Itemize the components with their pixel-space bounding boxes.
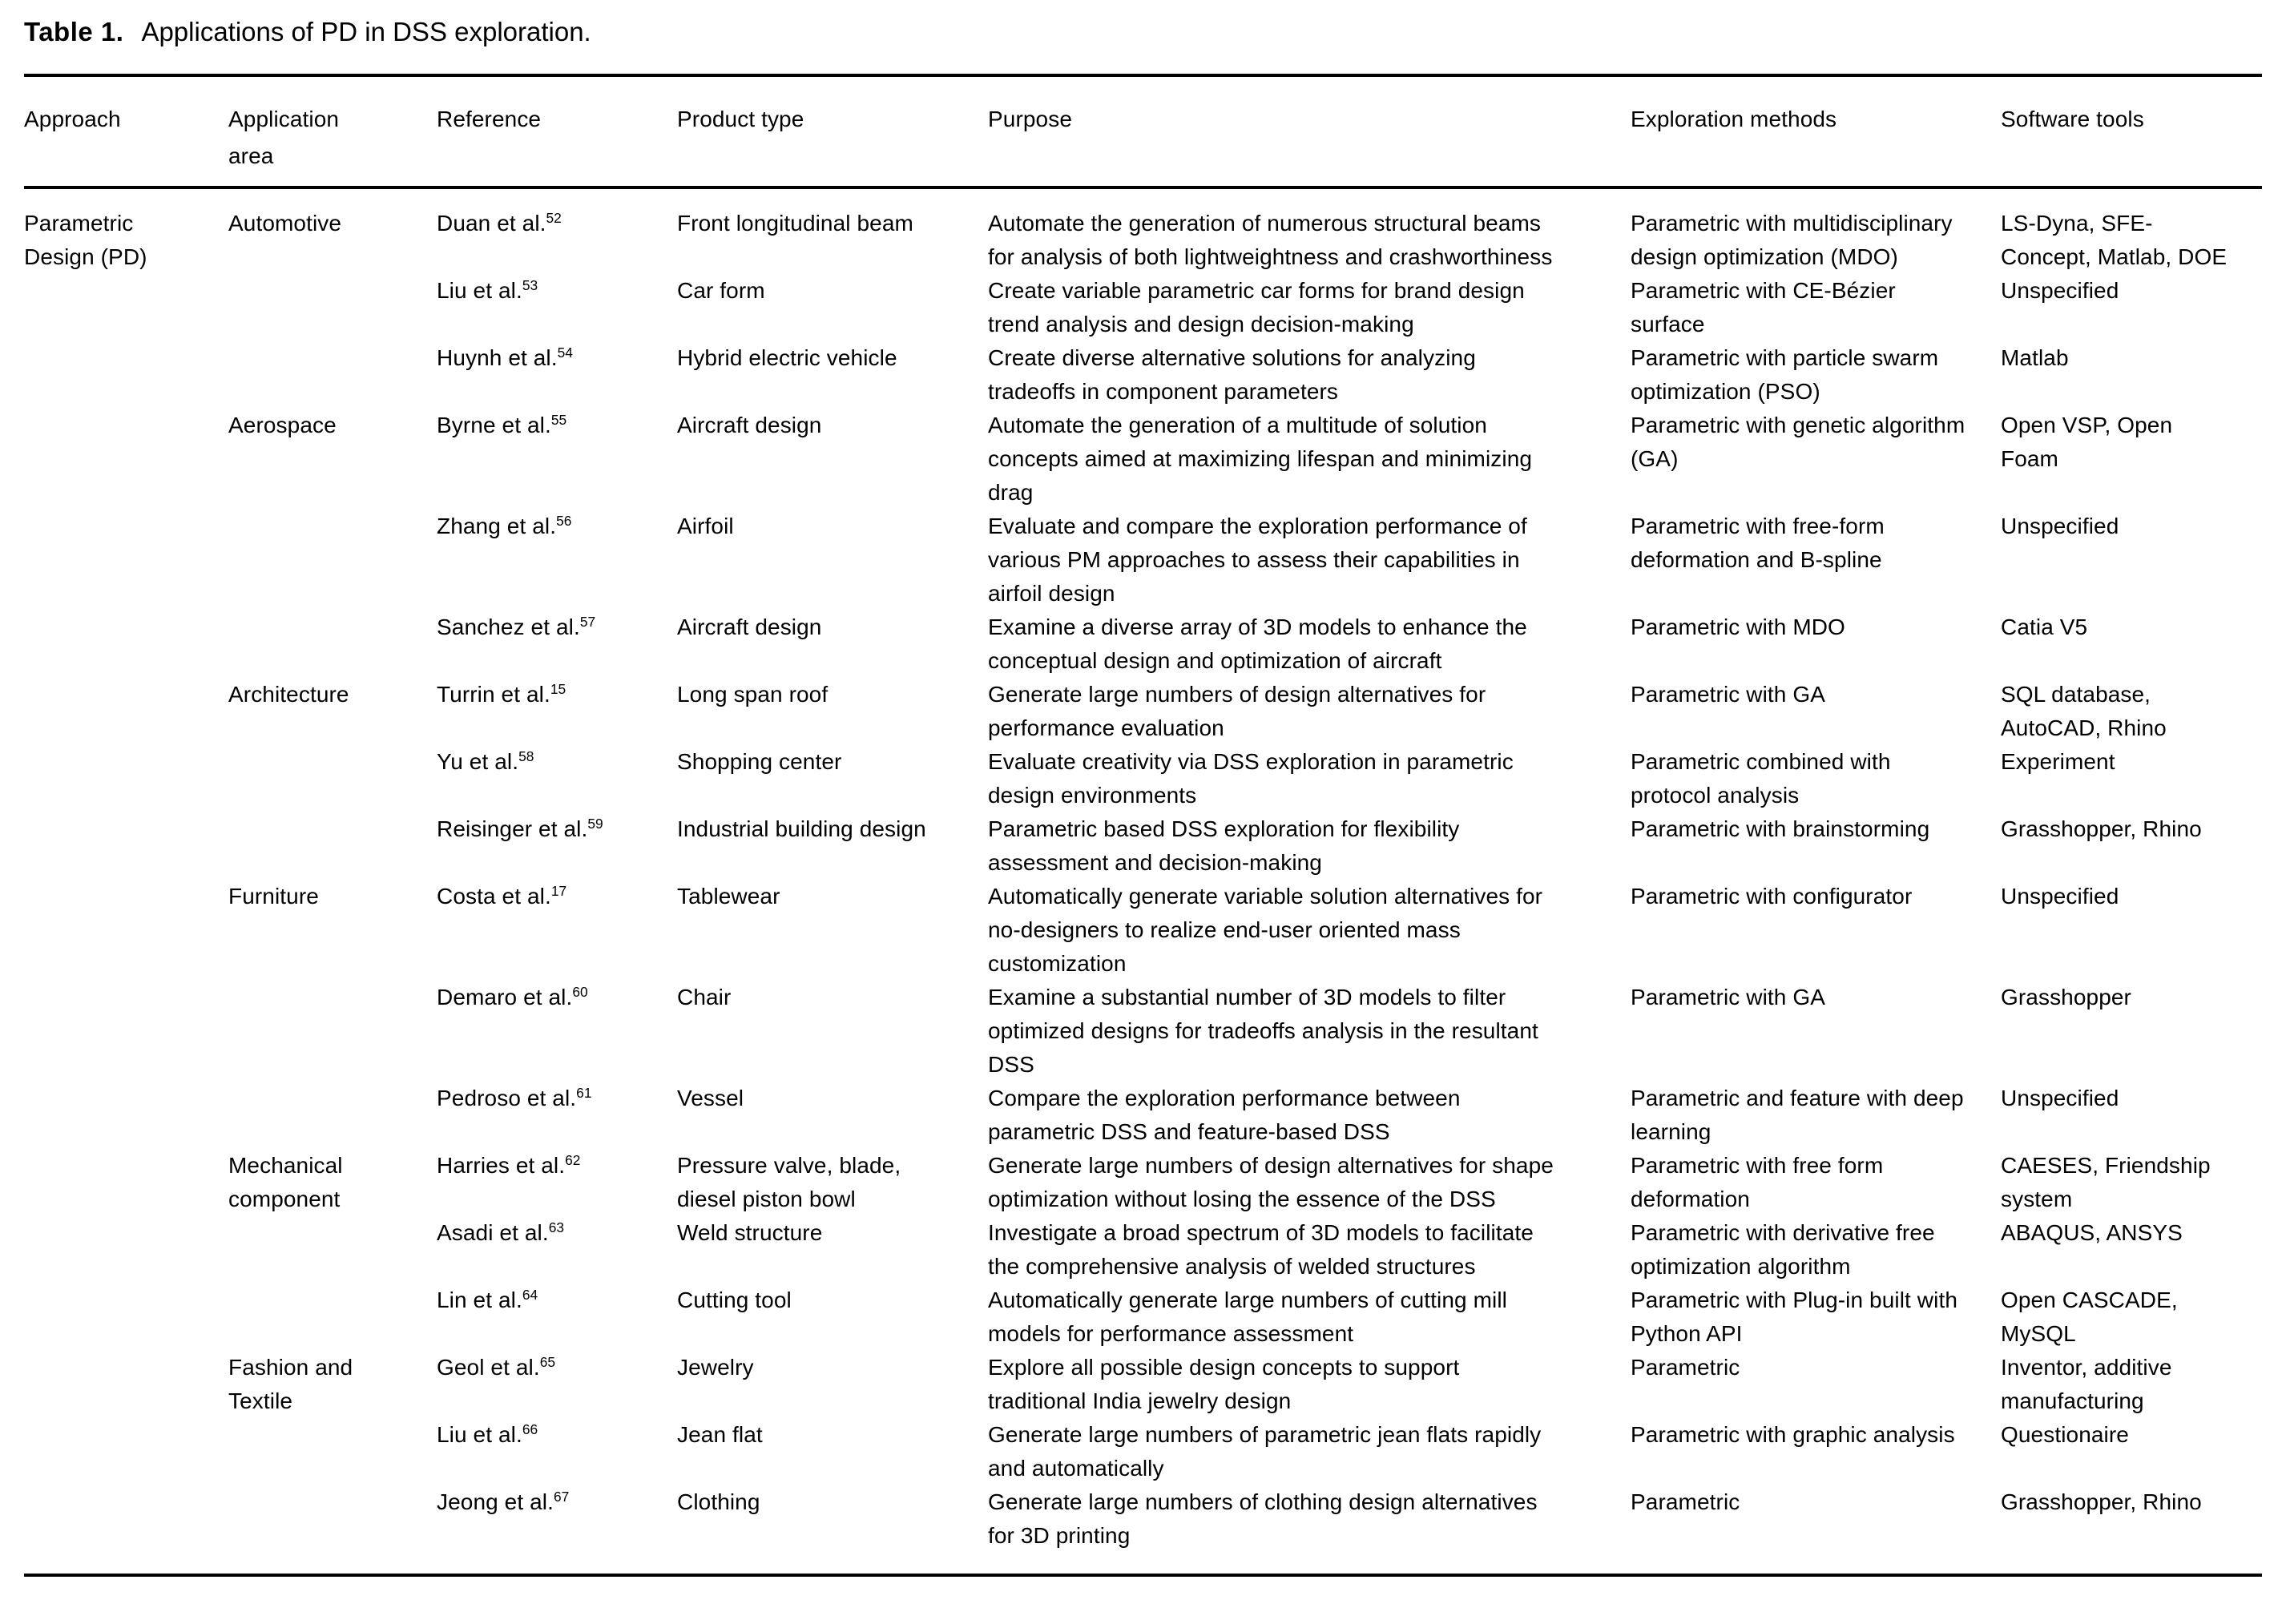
cell-product-type: Aircraft design (677, 413, 822, 437)
cell-product-type: Jewelry (677, 1355, 754, 1380)
table-caption-label: Table 1. (24, 17, 124, 46)
cell-approach (24, 1216, 228, 1283)
reference-citation-superscript: 57 (579, 613, 596, 630)
cell-product-type: Chair (677, 985, 732, 1009)
reference-author-text: Huynh et al. (437, 345, 558, 370)
reference-author-text: Zhang et al. (437, 514, 557, 538)
cell-purpose: Examine a diverse array of 3D models to enhance the conceptual design and optimization of aircraft (988, 615, 1527, 673)
cell-product-type: Shopping center (677, 749, 842, 774)
cell-approach (24, 1485, 228, 1553)
cell-purpose: Generate large numbers of design alternatives for performance evaluation (988, 682, 1486, 740)
reference-citation-superscript: 65 (539, 1353, 556, 1370)
cell-application-area (228, 981, 437, 1082)
cell-product-type: Pressure valve, blade, diesel piston bowl (677, 1153, 901, 1211)
col-header-software-tools: Software tools (2001, 107, 2144, 131)
cell-reference (437, 678, 677, 745)
cell-approach (24, 409, 228, 510)
cell-approach (24, 1351, 228, 1418)
cell-exploration-methods: Parametric with CE-Bézier surface (1631, 278, 1896, 336)
reference-author-text: Harries et al. (437, 1153, 566, 1178)
cell-application-area: Architecture (228, 682, 349, 707)
col-header-exploration-methods: Exploration methods (1631, 107, 1837, 131)
cell-exploration-methods: Parametric with GA (1631, 682, 1825, 707)
reference-citation-superscript: 59 (587, 815, 603, 832)
cell-exploration-methods: Parametric with MDO (1631, 615, 1845, 639)
cell-product-type: Vessel (677, 1086, 744, 1110)
cell-reference (437, 341, 677, 409)
table-body (24, 189, 2262, 1574)
cell-product-type: Hybrid electric vehicle (677, 345, 897, 370)
reference-author-text: Yu et al. (437, 749, 519, 774)
cell-software-tools: Grasshopper, Rhino (2001, 1489, 2202, 1514)
cell-purpose: Evaluate and compare the exploration performance of various PM approaches to assess their capabilities in airfoil design (988, 514, 1527, 606)
cell-software-tools: Unspecified (2001, 1086, 2119, 1110)
cell-purpose: Generate large numbers of design alternatives for shape optimization without losing the essence of the DSS (988, 1153, 1554, 1211)
reference-author-text: Turrin et al. (437, 682, 550, 707)
cell-purpose: Investigate a broad spectrum of 3D models to facilitate the comprehensive analysis of welded structures (988, 1220, 1534, 1279)
cell-product-type: Tablewear (677, 884, 780, 909)
cell-exploration-methods: Parametric (1631, 1489, 1740, 1514)
reference-author-text: Jeong et al. (437, 1489, 554, 1514)
cell-product-type: Airfoil (677, 514, 734, 538)
cell-application-area (228, 745, 437, 812)
cell-application-area (228, 1082, 437, 1149)
cell-approach (24, 1149, 228, 1216)
cell-approach (24, 1082, 228, 1149)
cell-reference (437, 745, 677, 812)
cell-reference (437, 1216, 677, 1283)
cell-exploration-methods: Parametric with multidisciplinary design optimization (MDO) (1631, 211, 1953, 269)
cell-exploration-methods: Parametric with particle swarm optimization (PSO) (1631, 345, 1939, 404)
table-caption (24, 13, 2262, 51)
cell-application-area (228, 611, 437, 678)
cell-purpose: Explore all possible design concepts to support traditional India jewelry design (988, 1355, 1460, 1413)
col-header-approach: Approach (24, 107, 121, 131)
cell-product-type: Clothing (677, 1489, 760, 1514)
cell-reference (437, 812, 677, 880)
cell-software-tools: Open CASCADE, MySQL (2001, 1288, 2178, 1346)
reference-citation-superscript: 53 (522, 276, 538, 293)
cell-exploration-methods: Parametric combined with protocol analysis (1631, 749, 1891, 808)
cell-reference (437, 1418, 677, 1485)
reference-author-text: Duan et al. (437, 211, 546, 236)
cell-purpose: Create variable parametric car forms for brand design trend analysis and design decision-making (988, 278, 1525, 336)
cell-approach (24, 678, 228, 745)
cell-reference (437, 409, 677, 510)
reference-author-text: Byrne et al. (437, 413, 551, 437)
cell-product-type: Jean flat (677, 1422, 763, 1447)
cell-application-area: Fashion and Textile (228, 1355, 353, 1413)
cell-application-area (228, 1418, 437, 1485)
table-caption-text: Applications of PD in DSS exploration. (141, 17, 591, 46)
cell-software-tools: LS-Dyna, SFE-Concept, Matlab, DOE (2001, 211, 2228, 269)
cell-product-type: Industrial building design (677, 816, 926, 841)
cell-reference (437, 1149, 677, 1216)
cell-software-tools: SQL database, AutoCAD, Rhino (2001, 682, 2167, 740)
reference-citation-superscript: 60 (572, 983, 588, 1000)
cell-product-type: Aircraft design (677, 615, 822, 639)
cell-reference (437, 611, 677, 678)
cell-reference (437, 1485, 677, 1553)
cell-software-tools: Experiment (2001, 749, 2115, 774)
cell-product-type: Front longitudinal beam (677, 211, 913, 236)
reference-citation-superscript: 58 (518, 748, 534, 764)
reference-citation-superscript: 63 (548, 1219, 565, 1235)
reference-citation-superscript: 15 (550, 680, 566, 697)
reference-citation-superscript: 67 (553, 1488, 570, 1505)
cell-software-tools: Questionaire (2001, 1422, 2129, 1447)
reference-citation-superscript: 55 (550, 411, 567, 428)
cell-approach (24, 1283, 228, 1351)
cell-purpose: Automate the generation of numerous structural beams for analysis of both lightweightness and crashworthiness (988, 211, 1553, 269)
applications-table (24, 74, 2262, 1577)
reference-author-text: Demaro et al. (437, 985, 573, 1009)
reference-citation-superscript: 66 (522, 1420, 538, 1437)
cell-exploration-methods: Parametric with genetic algorithm (GA) (1631, 413, 1965, 471)
cell-product-type: Long span roof (677, 682, 829, 707)
cell-exploration-methods: Parametric and feature with deep learning (1631, 1086, 1964, 1144)
cell-product-type: Car form (677, 278, 765, 303)
cell-exploration-methods: Parametric with GA (1631, 985, 1825, 1009)
reference-author-text: Reisinger et al. (437, 816, 588, 841)
reference-citation-superscript: 56 (556, 512, 572, 529)
col-header-purpose: Purpose (988, 107, 1072, 131)
cell-application-area (228, 341, 437, 409)
cell-exploration-methods: Parametric with derivative free optimization algorithm (1631, 1220, 1935, 1279)
cell-reference (437, 510, 677, 611)
cell-application-area (228, 1485, 437, 1553)
cell-purpose: Automatically generate variable solution alternatives for no-designers to realize end-user oriented mass customization (988, 884, 1543, 976)
reference-citation-superscript: 52 (546, 209, 562, 226)
cell-approach (24, 274, 228, 341)
cell-product-type: Weld structure (677, 1220, 823, 1245)
cell-software-tools: Open VSP, Open Foam (2001, 413, 2173, 471)
reference-citation-superscript: 54 (557, 344, 573, 361)
cell-application-area: Furniture (228, 884, 319, 909)
reference-citation-superscript: 64 (522, 1286, 538, 1303)
cell-purpose: Evaluate creativity via DSS exploration in parametric design environments (988, 749, 1514, 808)
reference-author-text: Sanchez et al. (437, 615, 580, 639)
cell-approach (24, 880, 228, 981)
cell-software-tools: CAESES, Friendship system (2001, 1153, 2211, 1211)
cell-application-area (228, 1283, 437, 1351)
reference-author-text: Liu et al. (437, 1422, 522, 1447)
cell-application-area (228, 1216, 437, 1283)
cell-exploration-methods: Parametric with brainstorming (1631, 816, 1930, 841)
col-header-application-area: Application area (228, 107, 340, 168)
cell-software-tools: Unspecified (2001, 514, 2119, 538)
cell-application-area (228, 274, 437, 341)
cell-exploration-methods: Parametric with free form deformation (1631, 1153, 1884, 1211)
reference-author-text: Asadi et al. (437, 1220, 549, 1245)
cell-product-type: Cutting tool (677, 1288, 792, 1312)
reference-author-text: Lin et al. (437, 1288, 522, 1312)
cell-software-tools: Inventor, additive manufacturing (2001, 1355, 2172, 1413)
cell-software-tools: Unspecified (2001, 884, 2119, 909)
cell-approach (24, 341, 228, 409)
cell-purpose: Automatically generate large numbers of cutting mill models for performance assessment (988, 1288, 1507, 1346)
cell-purpose: Examine a substantial number of 3D models to filter optimized designs for tradeoffs analysis in the resultant DSS (988, 985, 1538, 1077)
reference-citation-superscript: 61 (576, 1084, 592, 1101)
cell-purpose: Automate the generation of a multitude of solution concepts aimed at maximizing lifespan and minimizing drag (988, 413, 1533, 505)
cell-exploration-methods: Parametric with free-form deformation and B-spline (1631, 514, 1885, 572)
cell-approach (24, 611, 228, 678)
cell-purpose: Compare the exploration performance between parametric DSS and feature-based DSS (988, 1086, 1461, 1144)
cell-reference (437, 1082, 677, 1149)
cell-reference (437, 207, 677, 274)
cell-purpose: Parametric based DSS exploration for flexibility assessment and decision-making (988, 816, 1460, 875)
reference-citation-superscript: 17 (550, 882, 567, 899)
reference-author-text: Pedroso et al. (437, 1086, 577, 1110)
cell-approach (24, 745, 228, 812)
cell-exploration-methods: Parametric with graphic analysis (1631, 1422, 1955, 1447)
cell-reference (437, 274, 677, 341)
cell-software-tools: Grasshopper, Rhino (2001, 816, 2202, 841)
cell-reference (437, 1283, 677, 1351)
col-header-reference: Reference (437, 107, 542, 131)
cell-exploration-methods: Parametric with Plug-in built with Python API (1631, 1288, 1957, 1346)
cell-approach (24, 510, 228, 611)
reference-citation-superscript: 62 (565, 1151, 581, 1168)
col-header-product-type: Product type (677, 107, 804, 131)
cell-software-tools: Catia V5 (2001, 615, 2088, 639)
cell-exploration-methods: Parametric with configurator (1631, 884, 1913, 909)
cell-approach: Parametric Design (PD) (24, 211, 147, 269)
cell-reference (437, 1351, 677, 1418)
cell-purpose: Create diverse alternative solutions for analyzing tradeoffs in component parameters (988, 345, 1476, 404)
cell-application-area (228, 510, 437, 611)
cell-software-tools: Matlab (2001, 345, 2069, 370)
reference-author-text: Geol et al. (437, 1355, 540, 1380)
reference-author-text: Liu et al. (437, 278, 522, 303)
reference-author-text: Costa et al. (437, 884, 551, 909)
cell-application-area (228, 812, 437, 880)
cell-software-tools: Grasshopper (2001, 985, 2131, 1009)
cell-software-tools: Unspecified (2001, 278, 2119, 303)
cell-reference (437, 880, 677, 981)
cell-application-area: Mechanical component (228, 1153, 343, 1211)
cell-purpose: Generate large numbers of clothing design alternatives for 3D printing (988, 1489, 1538, 1548)
cell-purpose: Generate large numbers of parametric jean flats rapidly and automatically (988, 1422, 1542, 1481)
cell-application-area: Aerospace (228, 413, 337, 437)
cell-software-tools: ABAQUS, ANSYS (2001, 1220, 2183, 1245)
cell-approach (24, 812, 228, 880)
cell-approach (24, 981, 228, 1082)
table-header-row (24, 77, 2262, 189)
cell-reference (437, 981, 677, 1082)
cell-exploration-methods: Parametric (1631, 1355, 1740, 1380)
cell-application-area: Automotive (228, 211, 342, 236)
cell-approach (24, 1418, 228, 1485)
